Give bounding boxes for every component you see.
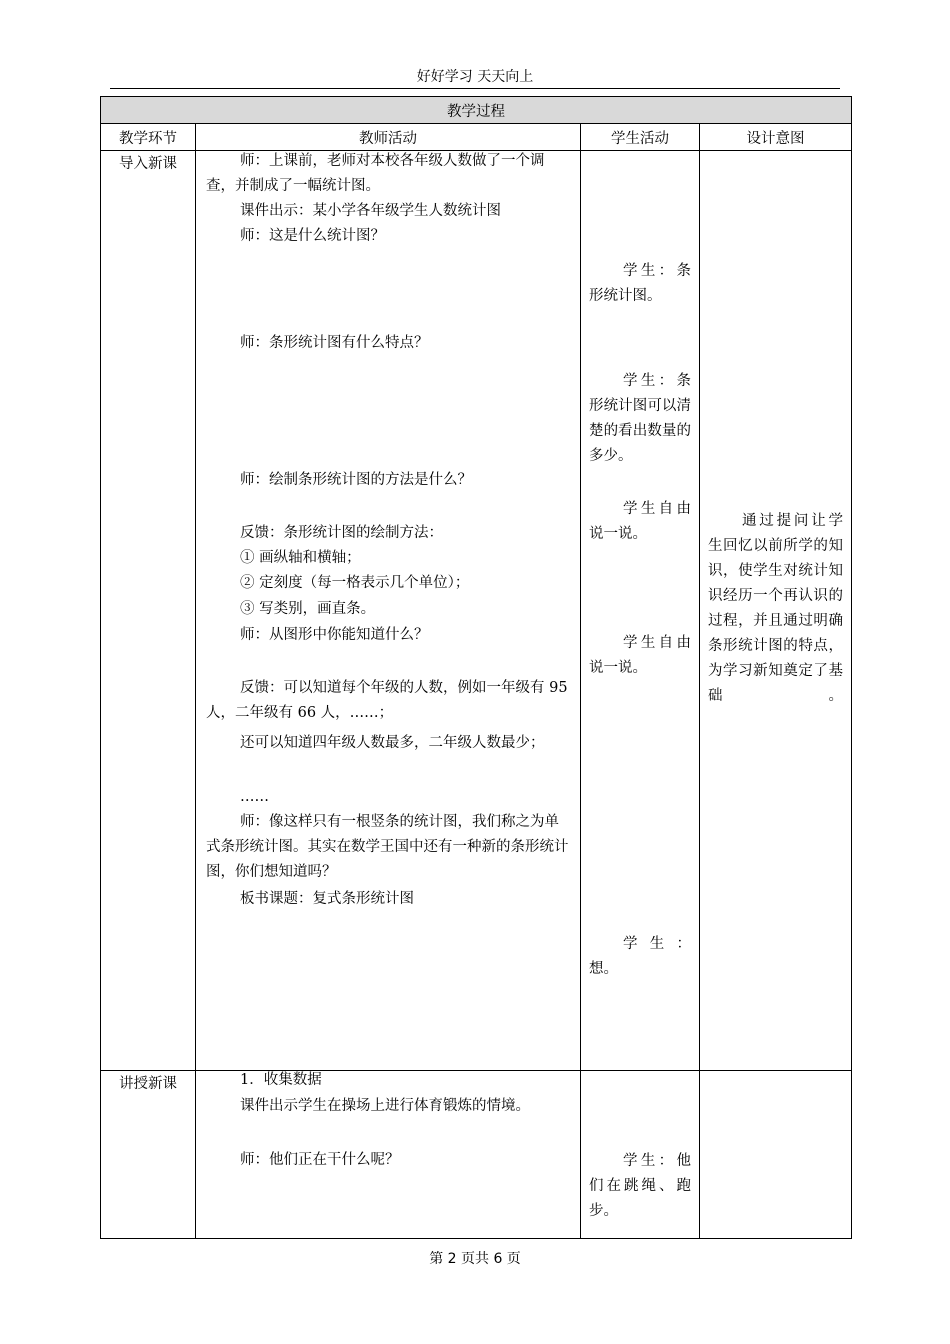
page-header: 好好学习 天天向上 — [416, 69, 534, 85]
student-line: 学 生 ：想。 — [589, 936, 691, 977]
page-footer: 第 2 页共 6 页 — [429, 1251, 521, 1267]
teacher-line: 师：绘制条形统计图的方法是什么？ — [240, 472, 472, 488]
student-line: 学生自由说一说。 — [589, 501, 691, 542]
teacher-line: 反馈：可以知道每个年级的人数，例如一年级有 95 人，二年级有 66 人，……； — [206, 680, 568, 721]
column-header-student: 学生活动 — [581, 124, 700, 151]
column-header-teacher: 教师活动 — [196, 124, 581, 151]
student-line: 学生：条形统计图可以清楚的看出数量的多少。 — [589, 373, 691, 464]
teacher-line: 师：像这样只有一根竖条的统计图，我们称之为单式条形统计图。其实在数学王国中还有一种新的条形统计图，你们想知道吗？ — [206, 814, 569, 880]
teacher-line: 师：从图形中你能知道什么？ — [240, 627, 429, 643]
teacher-line: ① 画纵轴和横轴； — [240, 550, 361, 566]
teacher-line: 反馈：条形统计图的绘制方法： — [240, 525, 443, 541]
column-header-stage: 教学环节 — [101, 124, 196, 151]
teacher-line: …… — [240, 789, 269, 805]
lesson-table — [100, 96, 852, 1239]
student-activity-cell — [581, 1071, 700, 1239]
teacher-line: 师：他们正在干什么呢？ — [240, 1152, 400, 1168]
table-title: 教学过程 — [101, 97, 852, 124]
teacher-line: 1．收集数据 — [240, 1072, 322, 1088]
design-intent-cell — [700, 151, 852, 1071]
teacher-line: 板书课题：复式条形统计图 — [240, 891, 414, 907]
teacher-line: 师：这是什么统计图？ — [240, 228, 385, 244]
table-row — [101, 1071, 852, 1239]
teacher-line: 还可以知道四年级人数最多，二年级人数最少； — [240, 735, 545, 751]
teacher-line: 课件出示：某小学各年级学生人数统计图 — [240, 203, 501, 219]
student-activity-cell — [581, 151, 700, 1071]
table-row — [101, 151, 852, 1071]
teacher-line: 师：上课前，老师对本校各年级人数做了一个调查，并制成了一幅统计图。 — [206, 153, 545, 194]
teacher-line: ③ 写类别，画直条。 — [240, 601, 376, 617]
student-line: 学生自由说一说。 — [589, 635, 691, 676]
teacher-activity-cell — [196, 151, 581, 1071]
teacher-line: ② 定刻度（每一格表示几个单位）； — [240, 575, 470, 591]
header-rule — [110, 88, 840, 89]
stage-cell: 讲授新课 — [101, 1071, 196, 1239]
column-header-design: 设计意图 — [700, 124, 852, 151]
stage-cell: 导入新课 — [101, 151, 196, 1071]
design-intent-cell — [700, 1071, 852, 1239]
teacher-activity-cell — [196, 1071, 581, 1239]
student-line: 学生：他们在跳绳、跑步。 — [589, 1153, 691, 1219]
design-text: 通过提问让学生回忆以前所学的知识，使学生对统计知识经历一个再认识的过程，并且通过明确条形统计图的特点，为学习新知奠定了基础。 — [708, 513, 843, 704]
teacher-line: 课件出示学生在操场上进行体育锻炼的情境。 — [240, 1098, 530, 1114]
student-line: 学生：条形统计图。 — [589, 263, 691, 304]
teacher-line: 师：条形统计图有什么特点？ — [240, 335, 429, 351]
